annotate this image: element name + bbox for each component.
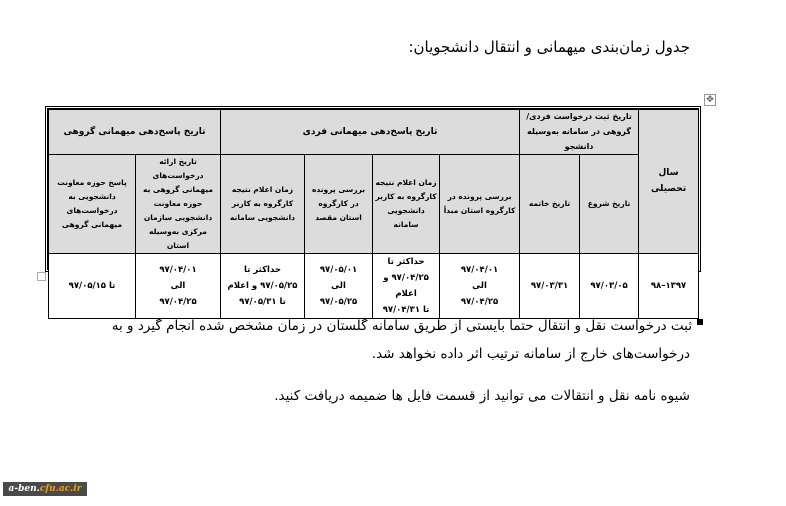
cell-line: ۹۷/۰۵/۲۵ و اعلام [227,280,298,291]
cell-line: ۹۷/۰۵/۲۵ [319,296,358,307]
cell-line: تا ۹۷/۰۴/۳۱ [382,304,430,315]
header-group-answer: پاسخ حوزه معاونت دانشجویی به درخواست‌های میهمانی گروهی [49,155,136,253]
cell-line: حداکثر تا [387,256,425,267]
cell-start-date: ۹۷/۰۳/۰۵ [580,253,639,319]
schedule-table [45,106,701,315]
header-group-submit: تاریخ ارائه درخواست‌های میهمانی گروهی به حوزه معاونت دانشجویی سازمان مرکزی به‌وسیله استان [136,155,221,253]
cell-line: الی [331,280,346,291]
cell-academic-year: ۱۳۹۷–۹۸ [639,253,699,319]
cell-origin-review [440,253,520,319]
cell-dest-result [221,253,305,319]
header-academic-year: سال تحصیلی [639,110,699,254]
cell-line: ۹۷/۰۵/۰۱ [319,264,358,275]
cell-origin-result [373,253,440,319]
table-move-handle-icon[interactable]: ✥ [704,94,716,106]
header-origin-result: زمان اعلام نتیجه کارگروه به کاربر دانشجویی سامانه [373,155,440,253]
cell-line: الی [472,280,487,291]
table-row [49,253,699,319]
cell-line: ۹۷/۰۴/۰۱ [159,264,197,275]
bullet-note-line2: درخواست‌های خارج از سامانه ترتیب اثر داده نخواهد شد. [371,346,690,362]
cell-end-date: ۹۷/۰۳/۳۱ [520,253,580,319]
bullet-note-line1 [112,318,703,334]
header-dest-review: بررسی پرونده در کارگروه استان مقصد [305,155,373,253]
table-resize-handle[interactable] [37,272,46,281]
cell-group-submit [136,253,221,319]
header-end-date: تاریخ خاتمه [520,155,580,253]
header-registration: تاریخ ثبت درخواست فردی/گروهی در سامانه به‌وسیله دانشجو [520,110,639,155]
header-origin-review: بررسی پرونده در کارگروه استان مبدأ [440,155,520,253]
cell-line: ۹۷/۰۴/۲۵ [159,296,197,307]
page-heading: جدول زمان‌بندی میهمانی و انتقال دانشجویان: [408,38,690,56]
header-dest-result: زمان اعلام نتیجه کارگروه به کاربر دانشجویی سامانه [221,155,305,253]
guide-note: شیوه نامه نقل و انتقالات می توانید از قسمت فایل ها ضمیمه دریافت کنید. [274,388,690,404]
cell-line: حداکثر تا [244,264,282,275]
logo-text-part2: cfu.ac.ir [39,484,82,494]
site-logo[interactable] [3,482,87,496]
cell-dest-review [305,253,373,319]
cell-line: ۹۷/۰۴/۲۵ [460,296,499,307]
bullet-note-text: ثبت درخواست نقل و انتقال حتما بایستی از طریق سامانه گلستان در زمان مشخص شده انجام گیرد و به [111,318,692,334]
header-start-date: تاریخ شروع [580,155,639,253]
cell-group-response: تا ۹۷/۰۵/۱۵ [49,253,136,319]
cell-line: الی [170,280,186,291]
header-group-response: تاریخ پاسخ‌دهی میهمانی گروهی [49,110,221,155]
cell-line: ۹۷/۰۴/۲۵ و اعلام [383,272,429,299]
bullet-square-icon [697,319,703,325]
cell-line: تا ۹۷/۰۵/۳۱ [239,296,286,307]
cell-line: ۹۷/۰۴/۰۱ [460,264,499,275]
logo-text-part1: a-ben. [8,484,40,494]
header-individual-response: تاریخ پاسخ‌دهی میهمانی فردی [221,110,520,155]
